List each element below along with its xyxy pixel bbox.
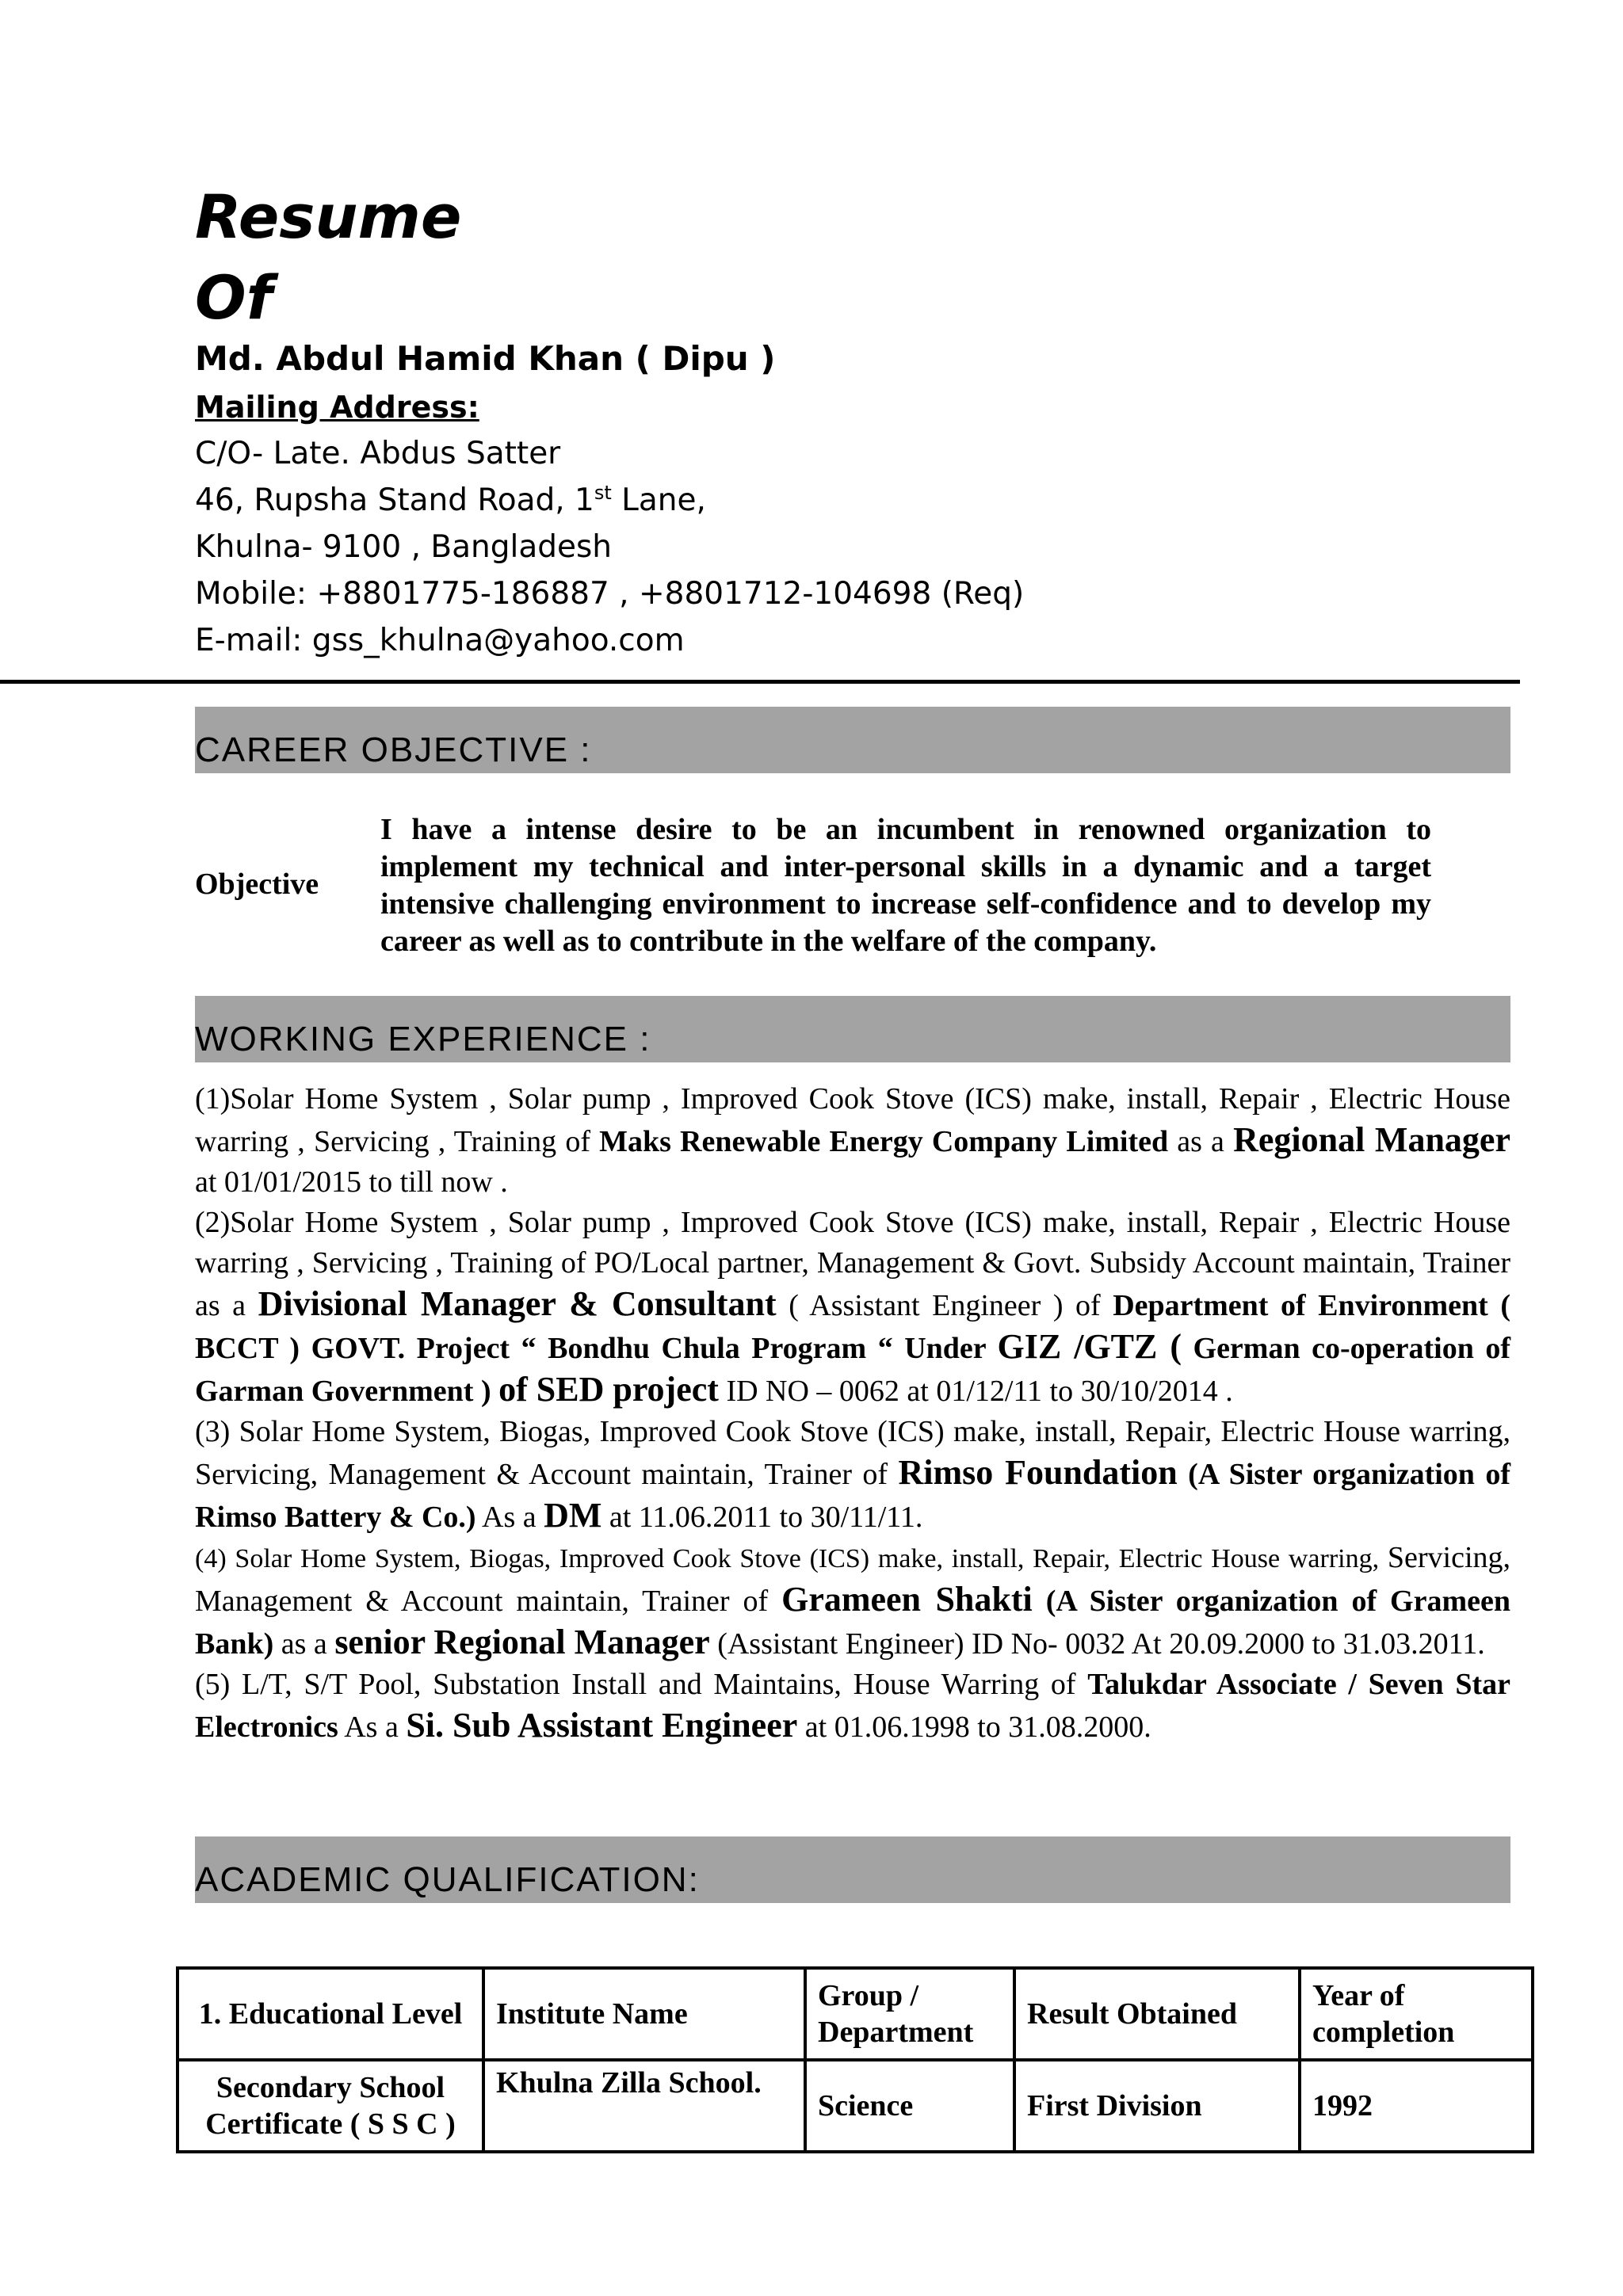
column-header: Result Obtained bbox=[1014, 1968, 1300, 2060]
experience-dates: at 11.06.2011 to 30/11/11. bbox=[601, 1501, 923, 1534]
experience-dates: (Assistant Engineer) ID No- 0032 At 20.09.2000 to 31.03.2011. bbox=[709, 1627, 1485, 1661]
column-header: Group / Department bbox=[805, 1968, 1014, 2060]
academic-qualification-section bbox=[195, 1836, 1510, 1903]
mobile-line: Mobile: +8801775-186887 , +8801712-104698 (Req) bbox=[195, 576, 1025, 612]
table-cell: First Division bbox=[1014, 2060, 1300, 2152]
job-title: Divisional Manager & Consultant bbox=[258, 1284, 777, 1323]
experience-item bbox=[195, 1538, 1510, 1665]
resume-title: Resume bbox=[195, 181, 462, 252]
address-text: Lane, bbox=[611, 482, 706, 518]
experience-text: ( Assistant Engineer ) of bbox=[776, 1289, 1113, 1322]
candidate-name: Md. Abdul Hamid Khan ( Dipu ) bbox=[195, 339, 776, 378]
objective-label: Objective bbox=[195, 868, 319, 901]
address-text: 46, Rupsha Stand Road, 1 bbox=[195, 482, 594, 518]
experience-item bbox=[195, 1203, 1510, 1412]
experience-dates: at 01.06.1998 to 31.08.2000. bbox=[797, 1711, 1151, 1744]
table-header-row bbox=[178, 1968, 1533, 2060]
experience-dates: at 01/01/2015 to till now . bbox=[195, 1165, 508, 1199]
table-cell: Science bbox=[805, 2060, 1014, 2152]
table-cell: Secondary School Certificate ( S S C ) bbox=[178, 2060, 483, 2152]
job-title: Regional Manager bbox=[1233, 1120, 1510, 1159]
address-line: C/O- Late. Abdus Satter bbox=[195, 436, 561, 471]
project-name: of SED project bbox=[498, 1370, 719, 1409]
employer-name: German co-operation of Garman Government ) bbox=[195, 1332, 1510, 1408]
experience-text: (4) Solar Home System, Biogas, Improved Cook Stove (ICS) make, install, Repair, Electric House warring, bbox=[195, 1544, 1388, 1573]
table-cell: Khulna Zilla School. bbox=[483, 2060, 805, 2152]
column-header: Institute Name bbox=[483, 1968, 805, 2060]
table-row bbox=[178, 2060, 1533, 2152]
experience-text: (1)Solar Home System , Solar pump , Improved Cook Stove (ICS) make, install, Repair , Electric House warring , Servicing , Training of bbox=[195, 1082, 1510, 1158]
employer-note: (A Sister organization of Grameen Bank) bbox=[195, 1585, 1510, 1661]
address-line: Khulna- 9100 , Bangladesh bbox=[195, 529, 613, 565]
experience-text: (3) Solar Home System, Biogas, Improved Cook Stove (ICS) make, install, Repair, Electric House warring, Servicing, Management & Account maintain, Trainer of bbox=[195, 1415, 1510, 1491]
experience-text: as a bbox=[273, 1627, 335, 1661]
section-heading: WORKING EXPERIENCE : bbox=[195, 1020, 651, 1058]
employer-name: Maks Renewable Energy Company Limited bbox=[599, 1125, 1169, 1158]
job-title: senior Regional Manager bbox=[334, 1623, 710, 1661]
working-experience-section bbox=[195, 996, 1510, 1062]
job-title: DM bbox=[544, 1496, 602, 1535]
column-header: 1. Educational Level bbox=[178, 1968, 483, 2060]
employer-name: Grameen Shakti bbox=[781, 1580, 1033, 1619]
table-cell: 1992 bbox=[1300, 2060, 1533, 2152]
email-line: E-mail: gss_khulna@yahoo.com bbox=[195, 623, 685, 658]
employer-note: (A Sister organization of Rimso Battery & Co.) bbox=[195, 1458, 1510, 1534]
column-header: Year of completion bbox=[1300, 1968, 1533, 2060]
experience-text: (5) L/T, S/T Pool, Substation Install and Maintains, House Warring of bbox=[195, 1668, 1088, 1701]
education-table bbox=[176, 1966, 1534, 2153]
experience-item bbox=[195, 1665, 1510, 1748]
experience-text: As a bbox=[338, 1711, 407, 1744]
experience-item bbox=[195, 1079, 1510, 1203]
objective-text: I have a intense desire to be an incumbent in renowned organization to implement my technical and inter-personal skills in a dynamic and a target intensive challenging environment to increase self-confidence and to develop my career as well as to contribute in the welfare of the company. bbox=[380, 813, 1431, 958]
experience-text: As a bbox=[475, 1501, 544, 1534]
career-objective-section bbox=[195, 707, 1510, 773]
experience-list bbox=[195, 1079, 1510, 1748]
header-divider bbox=[0, 680, 1520, 684]
employer-name: GIZ /GTZ ( bbox=[997, 1327, 1182, 1366]
experience-text: (2)Solar Home System , Solar pump , Improved Cook Stove (ICS) make, install, Repair , Electric House warring , Servicing , Training of PO/Local partner, Management & Govt. Subsidy Account maintain, Trainer as a bbox=[195, 1206, 1510, 1322]
employer-name: Rimso Foundation bbox=[898, 1453, 1178, 1492]
employer-name: Talukdar Associate / Seven Star Electronics bbox=[195, 1668, 1510, 1744]
section-heading: CAREER OBJECTIVE : bbox=[195, 730, 592, 769]
experience-dates: ID NO – 0062 at 01/12/11 to 30/10/2014 . bbox=[718, 1375, 1233, 1408]
resume-title-of: Of bbox=[195, 262, 273, 333]
mailing-address-heading: Mailing Address: bbox=[195, 390, 479, 425]
experience-text: as a bbox=[1168, 1125, 1234, 1158]
experience-text: Servicing, Management & Account maintain, Trainer of bbox=[195, 1541, 1510, 1618]
address-superscript: st bbox=[594, 482, 612, 504]
section-heading: ACADEMIC QUALIFICATION: bbox=[195, 1860, 700, 1899]
experience-item bbox=[195, 1412, 1510, 1538]
job-title: Si. Sub Assistant Engineer bbox=[406, 1706, 798, 1745]
employer-name: Department of Environment ( BCCT ) GOVT. Project “ Bondhu Chula Program “ Under bbox=[195, 1289, 1510, 1365]
address-line bbox=[195, 482, 706, 518]
